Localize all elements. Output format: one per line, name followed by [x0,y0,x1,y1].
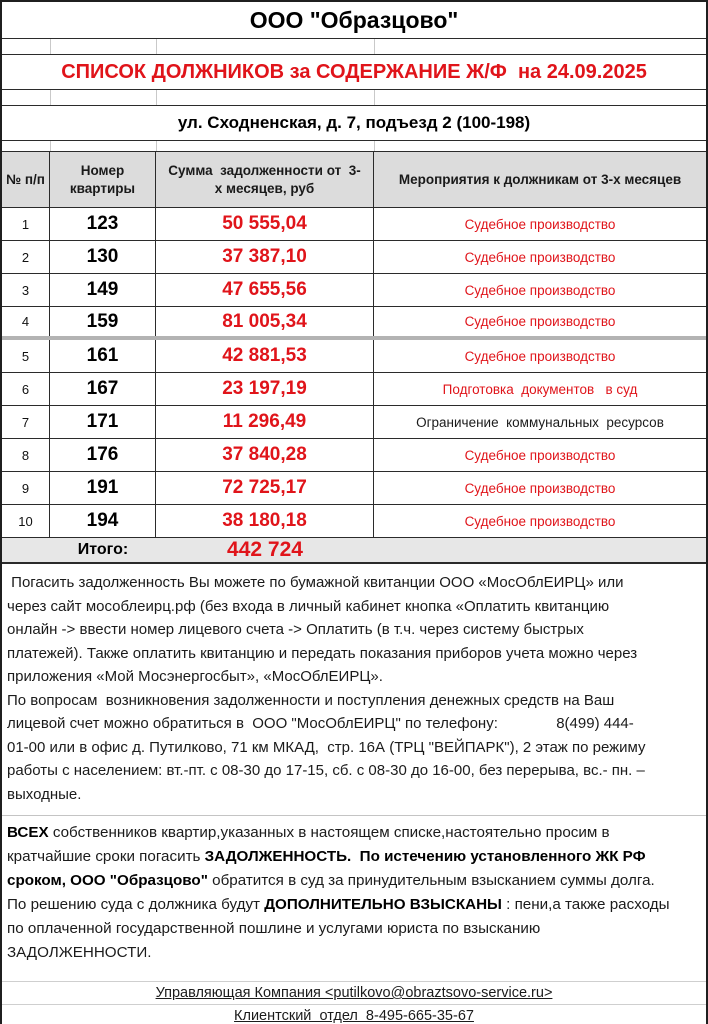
header-cell-row-number: № п/п [2,152,50,207]
apartment-number-cell: 149 [50,274,156,306]
spacer-row [2,39,706,54]
table-row [2,472,706,505]
action-cell: Судебное производство [464,447,616,463]
row-number-cell: 1 [2,208,50,240]
action-cell: Судебное производство [464,249,616,265]
debt-amount-cell: 11 296,49 [156,406,374,438]
column-gridline [50,141,51,151]
action-cell: Судебное производство [464,513,616,529]
payment-info-line: онлайн -> ввести номер лицевого счета -> Оплатить (в т.ч. через систему быстрых [7,621,584,638]
warning-line: ЗАДОЛЖЕННОСТИ. [7,944,152,961]
debt-amount-cell: 81 005,34 [156,307,374,336]
table-row [2,340,706,373]
table-row [2,505,706,538]
column-gridline [374,39,375,54]
total-value: 442 724 [227,538,303,561]
debt-amount-cell: 50 555,04 [156,208,374,240]
list-title: СПИСОК ДОЛЖНИКОВ за СОДЕРЖАНИЕ Ж/Ф на 24.09.2025 [2,54,706,90]
debt-amount-cell: 38 180,18 [156,505,374,537]
apartment-number-cell: 167 [50,373,156,405]
warning-line: ВСЕХ собственников квартир,указанных в настоящем списке,настоятельно просим в [7,824,610,841]
action-cell: Судебное производство [464,282,616,298]
debt-amount-cell: 37 387,10 [156,241,374,273]
apartment-number-cell: 161 [50,340,156,372]
footer-management-row [2,982,706,1005]
apartment-number-cell: 171 [50,406,156,438]
debtors-table-body [2,208,706,538]
row-number-cell: 4 [2,307,50,336]
table-row [2,307,706,340]
address-line: ул. Сходненская, д. 7, подъезд 2 (100-198) [2,105,706,141]
payment-info-line: Погасить задолженность Вы можете по бумажной квитанции ООО «МосОблЕИРЦ» или [7,574,624,591]
apartment-number-cell: 191 [50,472,156,504]
debt-amount-cell: 47 655,56 [156,274,374,306]
header-cell-apartment-number: Номер квартиры [50,152,156,207]
footer-client-dept-row [2,1005,706,1024]
payment-info-line: через сайт мособлеирц.рф (без входа в личный кабинет кнопка «Оплатить квитанцию [7,597,610,615]
management-company-contact: Управляющая Компания <putilkovo@obraztsovo-service.ru> [155,985,553,1001]
table-row [2,439,706,472]
debt-amount-cell: 23 197,19 [156,373,374,405]
action-cell: Судебное производство [464,216,616,232]
column-gridline [374,90,375,105]
action-cell: Судебное производство [464,480,616,496]
payment-info-line: 01-00 или в офис д. Путилково, 71 км МКАД, стр. 16А (ТРЦ "ВЕЙПАРК"), 2 этаж по режиму [7,738,646,756]
payment-info-line: лицевой счет можно обратиться в ООО "МосОблЕИРЦ" по телефону: 8(499) 444- [7,715,634,732]
payment-info-line: работы с населением: вт.-пт. с 08-30 до 17-15, сб. с 08-30 до 16-00, без перерыва, вс.- пн. – [7,762,645,779]
column-gridline [156,90,157,105]
apartment-number-cell: 130 [50,241,156,273]
column-gridline [156,141,157,151]
table-row [2,208,706,241]
column-gridline [50,39,51,54]
header-cell-actions: Мероприятия к должникам от 3-х месяцев [398,171,682,187]
debt-amount-cell: 42 881,53 [156,340,374,372]
row-number-cell: 6 [2,373,50,405]
apartment-number-cell: 176 [50,439,156,471]
action-cell: Подготовка документов в суд [442,381,638,397]
row-number-cell: 10 [2,505,50,537]
apartment-number-cell: 194 [50,505,156,537]
row-number-cell: 5 [2,340,50,372]
spacer-row [2,967,706,982]
action-cell: Судебное производство [464,348,616,364]
payment-info-line: По вопросам возникновения задолженности и поступления денежных средств на Ваш [7,691,615,709]
warning-text [2,815,706,967]
table-header-row [2,151,706,208]
action-cell: Ограничение коммунальных ресурсов [416,414,664,430]
row-number-cell: 3 [2,274,50,306]
company-title: ООО "Образцово" [2,2,706,39]
header-cell-debt-amount: Сумма задолженности от 3- х месяцев, руб [156,152,374,207]
row-number-cell: 2 [2,241,50,273]
payment-info-line: приложения «Мой Мосэнергосбыт», «МосОблЕИРЦ». [7,668,383,685]
spacer-row [2,90,706,105]
table-row [2,274,706,307]
warning-line: сроком, ООО "Образцово" обратится в суд за принудительным взысканием суммы долга. [7,872,655,889]
apartment-number-cell: 159 [50,307,156,336]
table-row [2,241,706,274]
column-gridline [50,90,51,105]
table-row [2,406,706,439]
total-label: Итого: [77,541,129,558]
column-gridline [156,39,157,54]
total-row [2,538,706,564]
row-number-cell: 9 [2,472,50,504]
warning-line: По решению суда с должника будут ДОПОЛНИТЕЛЬНО ВЗЫСКАНЫ : пени,а также расходы [7,896,670,913]
column-gridline [374,141,375,151]
payment-info-line: выходные. [7,785,82,803]
row-number-cell: 7 [2,406,50,438]
warning-line: кратчайшие сроки погасить ЗАДОЛЖЕННОСТЬ. По истечению установленного ЖК РФ [7,848,646,865]
table-row [2,373,706,406]
payment-info-line: платежей). Также оплатить квитанцию и передать показания приборов учета можно через [7,644,638,662]
apartment-number-cell: 123 [50,208,156,240]
debt-amount-cell: 37 840,28 [156,439,374,471]
row-number-cell: 8 [2,439,50,471]
action-cell: Судебное производство [464,314,616,329]
payment-info-text [2,564,706,815]
warning-line: по оплаченной государственной пошлине и услугами юриста по взысканию [7,920,541,937]
debt-amount-cell: 72 725,17 [156,472,374,504]
client-department-phone: Клиентский отдел 8-495-665-35-67 [234,1008,474,1024]
spacer-row [2,141,706,151]
